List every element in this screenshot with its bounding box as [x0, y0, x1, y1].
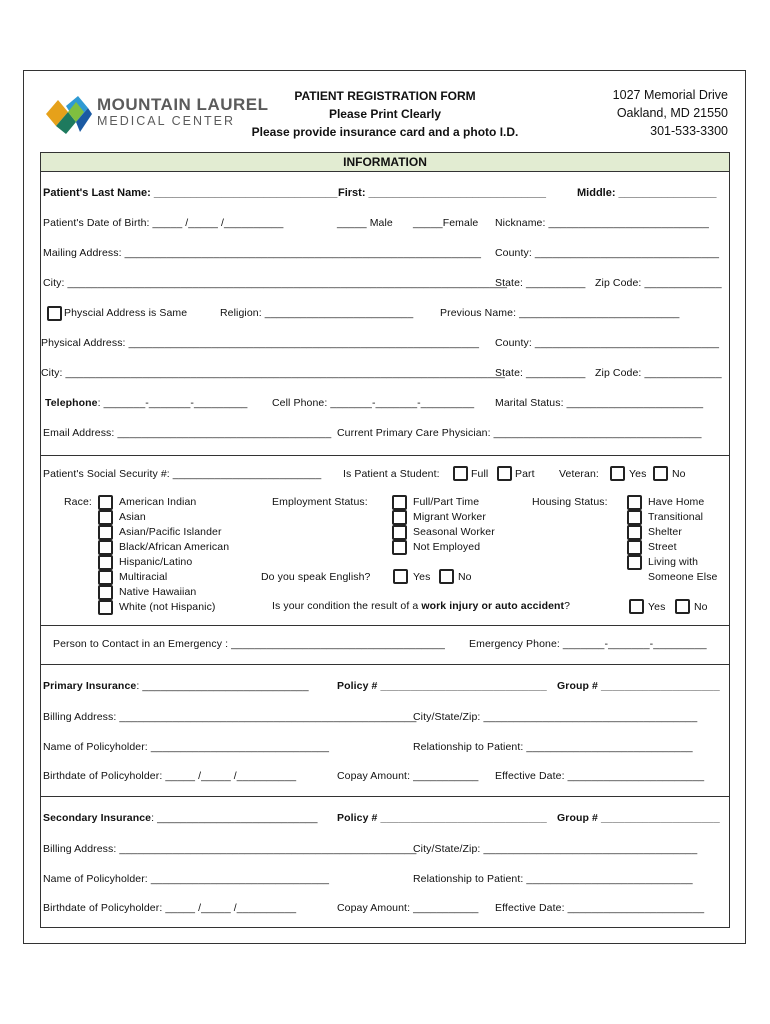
- section-title: INFORMATION: [343, 155, 427, 169]
- student-part-checkbox[interactable]: [497, 466, 512, 481]
- injury-suffix: ?: [564, 600, 571, 612]
- race-checkbox[interactable]: [98, 510, 113, 525]
- race-option: White (not Hispanic): [119, 601, 216, 613]
- student-label: Is Patient a Student:: [343, 468, 440, 480]
- veteran-yes-checkbox[interactable]: [610, 466, 625, 481]
- employment-checkbox[interactable]: [392, 495, 407, 510]
- race-option: Native Hawaiian: [119, 586, 197, 598]
- student-part-label: Part: [515, 468, 535, 480]
- race-checkbox[interactable]: [98, 555, 113, 570]
- cell-phone-field[interactable]: Cell Phone: _______-_______-_________: [272, 397, 475, 409]
- race-checkbox[interactable]: [98, 525, 113, 540]
- employment-option: Not Employed: [413, 541, 481, 553]
- secondary-relationship-field[interactable]: Relationship to Patient: ____________________________: [413, 873, 693, 885]
- english-yes-label: Yes: [413, 571, 431, 583]
- pcp-field[interactable]: Current Primary Care Physician: ___________________________________: [337, 427, 702, 439]
- employment-checkbox[interactable]: [392, 525, 407, 540]
- secondary-insurance-label: Secondary Insurance: [43, 812, 152, 824]
- housing-label: Housing Status:: [532, 496, 608, 508]
- injury-bold: work injury or auto accident: [421, 600, 565, 612]
- race-option: American Indian: [119, 496, 197, 508]
- employment-option: Seasonal Worker: [413, 526, 495, 538]
- student-full-label: Full: [471, 468, 489, 480]
- race-checkbox[interactable]: [98, 570, 113, 585]
- housing-option: Living with: [648, 556, 699, 568]
- housing-checkbox[interactable]: [627, 525, 642, 540]
- race-checkbox[interactable]: [98, 495, 113, 510]
- housing-checkbox[interactable]: [627, 510, 642, 525]
- veteran-no-label: No: [672, 468, 686, 480]
- race-option: Asian: [119, 511, 146, 523]
- divider-3: [41, 664, 729, 665]
- housing-option: Street: [648, 541, 677, 553]
- telephone-label: Telephone: [45, 397, 98, 409]
- race-label: Race:: [64, 496, 92, 508]
- housing-option: Someone Else: [648, 571, 718, 583]
- injury-prefix: Is your condition the result of a: [272, 600, 422, 612]
- telephone-field[interactable]: [45, 397, 247, 410]
- org-address-line1: 1027 Memorial Drive: [612, 88, 728, 102]
- form-note: Please provide insurance card and a photo I.D.: [251, 125, 519, 139]
- emergency-phone-field[interactable]: Emergency Phone: _______-_______-_________: [469, 638, 707, 650]
- form-subtitle: Please Print Clearly: [328, 107, 442, 121]
- nickname-field[interactable]: Nickname: ___________________________: [495, 217, 709, 229]
- housing-option: Have Home: [648, 496, 705, 508]
- injury-no-checkbox[interactable]: [675, 599, 690, 614]
- org-subname: MEDICAL CENTER: [97, 114, 235, 128]
- primary-csz-field[interactable]: City/State/Zip: ____________________________________: [413, 711, 698, 723]
- primary-insurance-line: : ____________________________: [136, 680, 309, 692]
- injury-yes-label: Yes: [648, 601, 666, 613]
- veteran-label: Veteran:: [559, 468, 599, 480]
- housing-checkbox[interactable]: [627, 495, 642, 510]
- county-field-1[interactable]: County: _______________________________: [495, 247, 720, 259]
- employment-option: Full/Part Time: [413, 496, 480, 508]
- employment-checkbox[interactable]: [392, 540, 407, 555]
- race-checkbox[interactable]: [98, 585, 113, 600]
- race-option: Black/African American: [119, 541, 230, 553]
- emergency-contact-field[interactable]: Person to Contact in an Emergency : ____________________________________: [53, 638, 445, 650]
- secondary-effective-field[interactable]: Effective Date: _______________________: [495, 902, 705, 914]
- divider-2: [41, 625, 729, 626]
- primary-birthdate-field[interactable]: Birthdate of Policyholder: _____ /_____ /__________: [43, 770, 297, 782]
- previous-name-field[interactable]: Previous Name: ___________________________: [440, 307, 680, 319]
- secondary-csz-field[interactable]: City/State/Zip: ____________________________________: [413, 843, 698, 855]
- housing-checkbox[interactable]: [627, 555, 642, 570]
- last-name-field[interactable]: Patient's Last Name: ______________________________: [43, 187, 338, 199]
- employment-option: Migrant Worker: [413, 511, 486, 523]
- employment-checkbox[interactable]: [392, 510, 407, 525]
- org-address-line2: Oakland, MD 21550: [616, 106, 728, 120]
- race-option: Asian/Pacific Islander: [119, 526, 222, 538]
- race-checkbox[interactable]: [98, 600, 113, 615]
- marital-status-field[interactable]: Marital Status: _______________________: [495, 397, 704, 409]
- injury-no-label: No: [694, 601, 708, 613]
- city-field-1[interactable]: City: __________________________________________________________________________: [43, 277, 508, 289]
- mountain-laurel-logo-icon: [44, 96, 92, 136]
- primary-billing-field[interactable]: Billing Address: __________________________________________________: [43, 711, 417, 723]
- religion-field[interactable]: Religion: _________________________: [220, 307, 414, 319]
- secondary-billing-field[interactable]: Billing Address: __________________________________________________: [43, 843, 417, 855]
- english-yes-checkbox[interactable]: [393, 569, 408, 584]
- english-no-label: No: [458, 571, 472, 583]
- secondary-copay-field[interactable]: Copay Amount: ___________: [337, 902, 479, 914]
- primary-policy-field[interactable]: Policy # ____________________________: [337, 680, 547, 692]
- ssn-field[interactable]: Patient's Social Security #: _________________________: [43, 468, 322, 480]
- primary-effective-field[interactable]: Effective Date: _______________________: [495, 770, 705, 782]
- race-checkbox[interactable]: [98, 540, 113, 555]
- org-phone: 301-533-3300: [650, 124, 728, 138]
- mailing-address-field[interactable]: Mailing Address: ____________________________________________________________: [43, 247, 482, 259]
- form-title: PATIENT REGISTRATION FORM: [294, 89, 476, 103]
- primary-insurance-field[interactable]: [43, 680, 309, 693]
- telephone-line: : _______-_______-_________: [97, 397, 248, 409]
- first-name-field[interactable]: First: _____________________________: [338, 187, 546, 199]
- english-no-checkbox[interactable]: [439, 569, 454, 584]
- dob-field[interactable]: Patient's Date of Birth: _____ /_____ /__________: [43, 217, 284, 229]
- housing-checkbox[interactable]: [627, 540, 642, 555]
- injury-question: [272, 600, 570, 613]
- student-full-checkbox[interactable]: [453, 466, 468, 481]
- secondary-birthdate-field[interactable]: Birthdate of Policyholder: _____ /_____ /__________: [43, 902, 297, 914]
- city-field-2[interactable]: City: __________________________________________________________________________: [41, 367, 506, 379]
- primary-group-field[interactable]: Group # ____________________: [557, 680, 720, 692]
- housing-option: Transitional: [648, 511, 704, 523]
- veteran-no-checkbox[interactable]: [653, 466, 668, 481]
- race-option: Hispanic/Latino: [119, 556, 193, 568]
- primary-relationship-field[interactable]: Relationship to Patient: ____________________________: [413, 741, 693, 753]
- race-option: Multiracial: [119, 571, 168, 583]
- housing-option: Shelter: [648, 526, 682, 538]
- primary-policyholder-field[interactable]: Name of Policyholder: ______________________________: [43, 741, 330, 753]
- physical-same-label: Physcial Address is Same: [64, 307, 188, 319]
- male-field[interactable]: _____ Male: [337, 217, 393, 229]
- zip-field-1[interactable]: Zip Code: _____________: [595, 277, 722, 289]
- org-name: MOUNTAIN LAUREL: [97, 95, 269, 114]
- secondary-policy-field[interactable]: Policy # ____________________________: [337, 812, 547, 824]
- female-field[interactable]: _____Female: [413, 217, 479, 229]
- veteran-yes-label: Yes: [629, 468, 647, 480]
- middle-name-field[interactable]: Middle: ________________: [577, 187, 717, 199]
- secondary-group-field[interactable]: Group # ____________________: [557, 812, 720, 824]
- email-field[interactable]: Email Address: ____________________________________: [43, 427, 332, 439]
- primary-copay-field[interactable]: Copay Amount: ___________: [337, 770, 479, 782]
- state-field-1[interactable]: State: __________: [495, 277, 586, 289]
- secondary-policyholder-field[interactable]: Name of Policyholder: ______________________________: [43, 873, 330, 885]
- divider-4: [41, 796, 729, 797]
- physical-address-field[interactable]: Physical Address: ___________________________________________________________: [41, 337, 480, 349]
- county-field-2[interactable]: County: _______________________________: [495, 337, 720, 349]
- secondary-insurance-field[interactable]: [43, 812, 318, 825]
- employment-label: Employment Status:: [272, 496, 368, 508]
- divider-1: [41, 455, 729, 456]
- primary-insurance-label: Primary Insurance: [43, 680, 137, 692]
- secondary-insurance-line: : ___________________________: [151, 812, 318, 824]
- english-label: Do you speak English?: [261, 571, 371, 583]
- physical-same-checkbox[interactable]: [47, 306, 62, 321]
- injury-yes-checkbox[interactable]: [629, 599, 644, 614]
- state-field-2[interactable]: State: __________: [495, 367, 586, 379]
- zip-field-2[interactable]: Zip Code: _____________: [595, 367, 722, 379]
